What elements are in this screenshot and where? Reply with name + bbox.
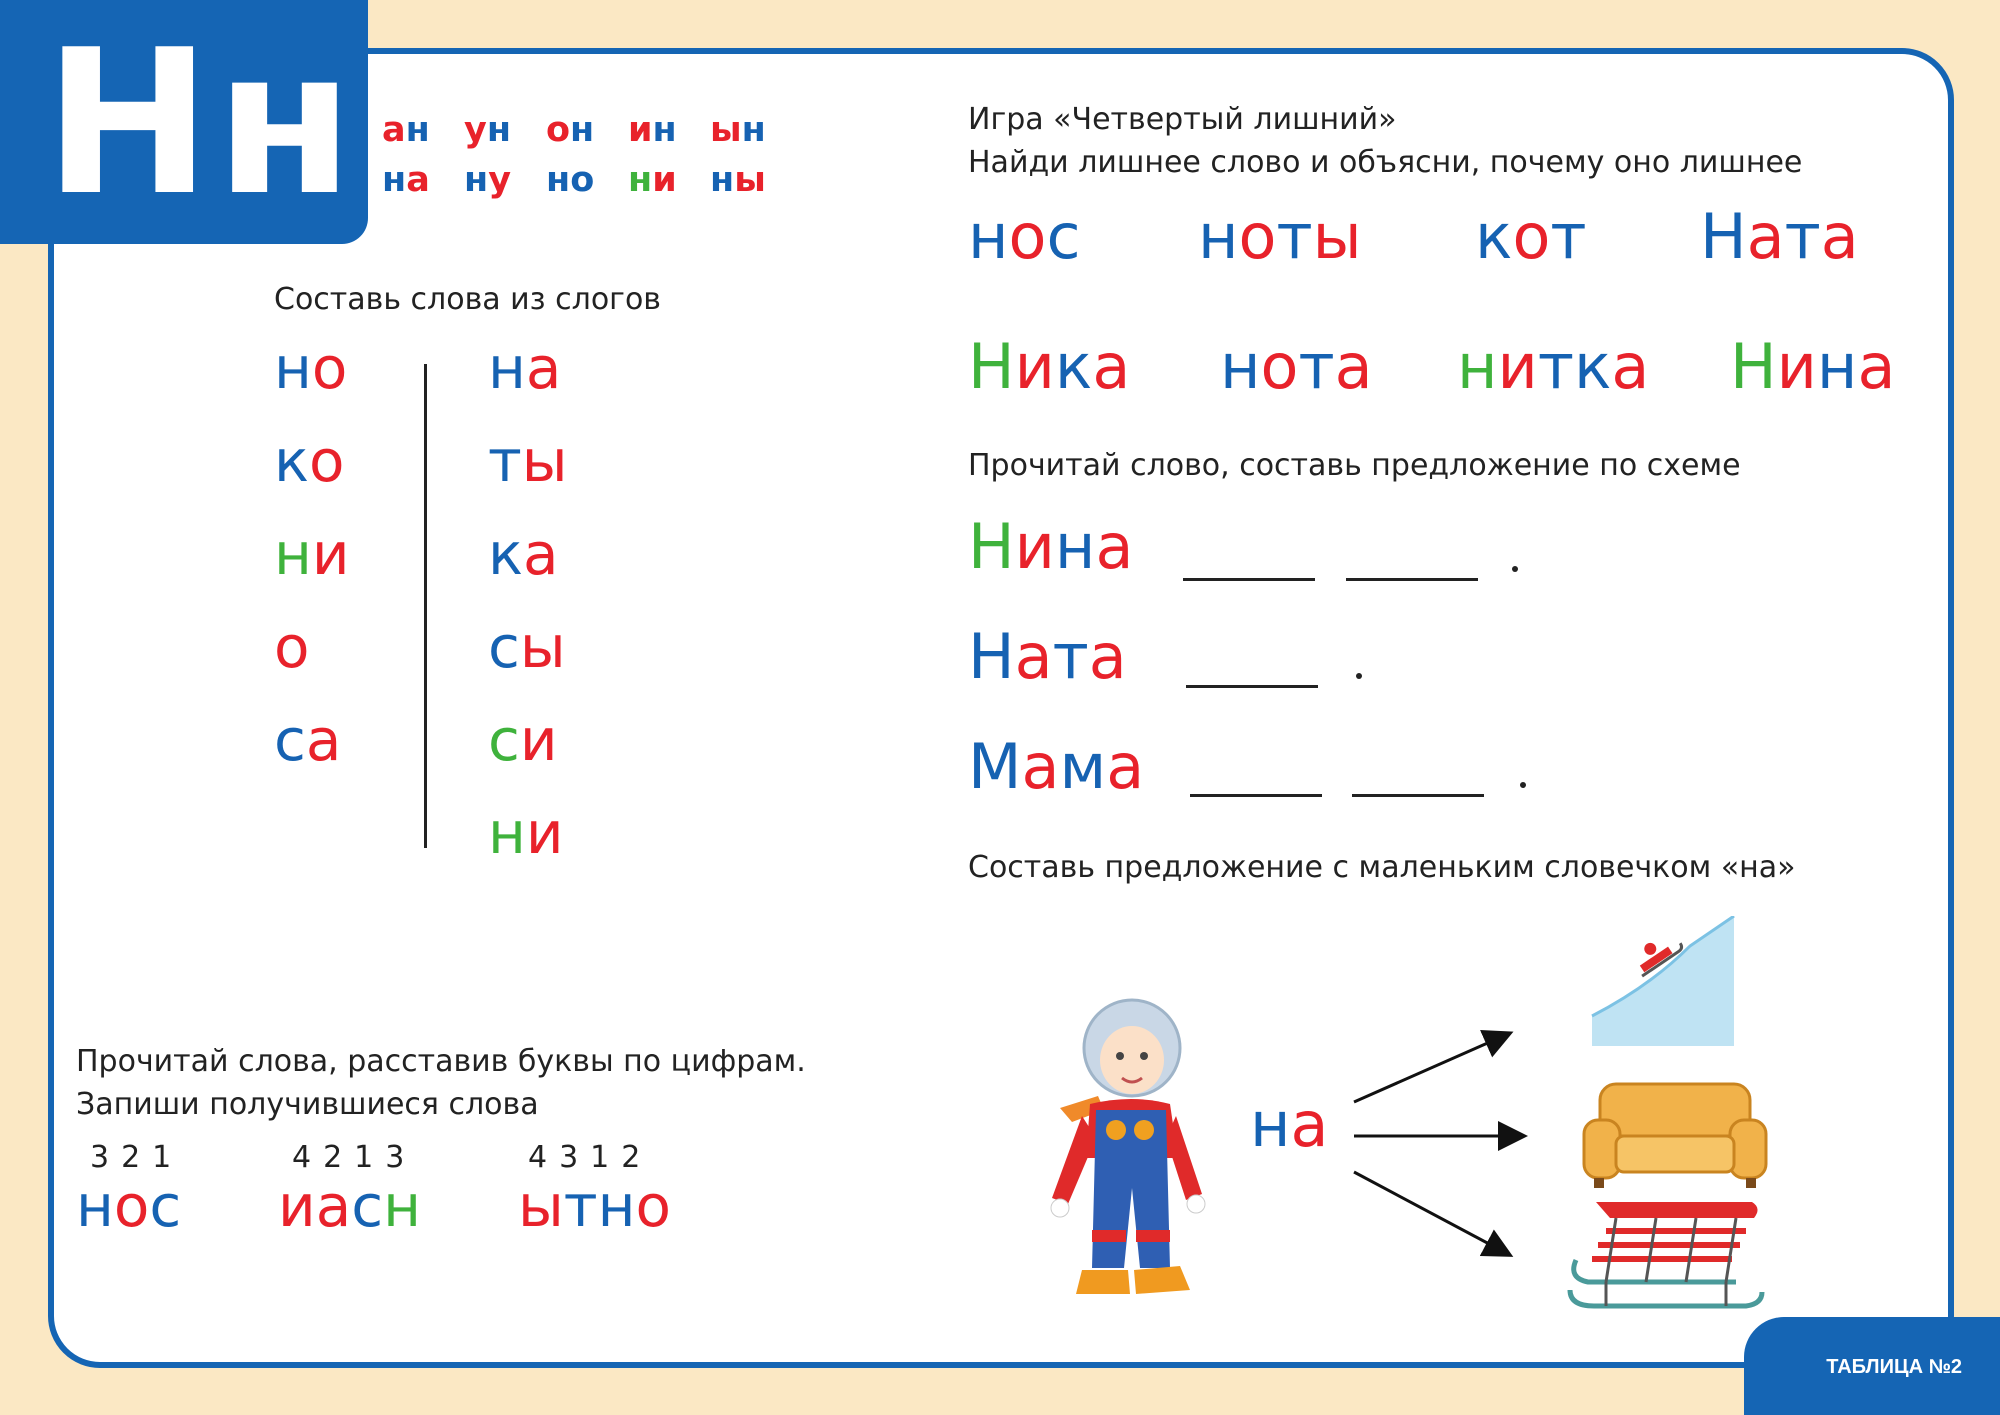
letter: а [1092, 330, 1131, 403]
game-title: Игра «Четвертый лишний» [968, 102, 1397, 137]
letter: и [311, 520, 350, 588]
letter: н [741, 110, 766, 150]
scramble-title-2: Запиши получившиеся слова [76, 1087, 539, 1122]
syllable-item [488, 613, 568, 710]
letter-header [0, 0, 368, 244]
game-word [1700, 200, 1859, 273]
syllable [710, 160, 792, 200]
letter: т [1298, 330, 1335, 403]
column-divider [424, 364, 427, 848]
letter: н [570, 110, 595, 150]
letter: н [488, 334, 526, 402]
letter: т [488, 427, 522, 495]
letter: н [76, 1172, 114, 1240]
scheme-blank [1352, 794, 1484, 797]
letter: т [1784, 200, 1821, 273]
letter: и [652, 160, 677, 200]
letter: а [1106, 730, 1145, 803]
letter: и [278, 1172, 316, 1240]
scramble-word [76, 1172, 181, 1240]
table-number-tab [1744, 1317, 2000, 1415]
big-letter: Нн [44, 7, 358, 240]
scheme-period [1512, 566, 1518, 572]
letter: ы [734, 160, 766, 200]
syllable [628, 160, 710, 200]
letter: а [305, 706, 342, 774]
letter: и [1014, 330, 1055, 403]
letter: Н [1730, 330, 1777, 403]
letter: а [1021, 730, 1060, 803]
game-word [1730, 330, 1895, 403]
letter: Н [968, 620, 1015, 693]
syllable-item [488, 334, 568, 431]
scheme-blank [1190, 794, 1322, 797]
scramble-digits: 4213 [292, 1140, 417, 1175]
letter: о [546, 110, 571, 150]
sled-illustration [1566, 1198, 1766, 1310]
letter: н [274, 334, 312, 402]
syllables-row-1 [382, 110, 792, 150]
letter: Н [1700, 200, 1747, 273]
letter: и [525, 799, 564, 867]
letter: а [1334, 330, 1373, 403]
scramble-title-1: Прочитай слова, расставив буквы по цифрам. [76, 1044, 806, 1079]
letter: н [1054, 510, 1096, 583]
game-subtitle: Найди лишнее слово и объясни, почему оно лишнее [968, 145, 1803, 180]
letter: н [1220, 330, 1261, 403]
letter: с [1046, 200, 1081, 273]
letter: у [464, 110, 487, 150]
game-word [1198, 200, 1362, 273]
child-illustration [1020, 998, 1240, 1310]
letter: н [1816, 330, 1858, 403]
letter: н [1198, 200, 1239, 273]
scramble-word [278, 1172, 421, 1240]
compose-left-column [274, 334, 350, 803]
letter: а [1746, 200, 1785, 273]
syllable [546, 160, 628, 200]
letter: ы [521, 427, 568, 495]
syllable [382, 160, 464, 200]
letter: н [597, 1172, 636, 1240]
letter: а [523, 520, 559, 588]
letter: и [1776, 330, 1817, 403]
letter: н [710, 160, 735, 200]
letter: о [311, 334, 348, 402]
letter: н [1457, 330, 1498, 403]
letter: у [488, 160, 512, 200]
letter: н [405, 110, 430, 150]
letter: о [635, 1172, 672, 1240]
letter: к [1573, 330, 1612, 403]
letter: о [1512, 200, 1551, 273]
scheme-word [968, 620, 1127, 693]
letter: ы [518, 1172, 564, 1240]
letter: о [1238, 200, 1277, 273]
letter: о [274, 613, 310, 681]
letter: а [1290, 1088, 1329, 1161]
na-section-title: Составь предложение с маленьким словечком «на» [968, 850, 1796, 885]
syllable [464, 110, 546, 150]
letter: а [1820, 200, 1859, 273]
syllable [710, 110, 792, 150]
letter: т [1276, 200, 1313, 273]
letter: н [968, 200, 1009, 273]
letter: н [628, 160, 653, 200]
scheme-title: Прочитай слово, составь предложение по схеме [968, 448, 1741, 483]
letter: а [525, 334, 562, 402]
scheme-period [1520, 782, 1526, 788]
syllable-item [274, 520, 350, 617]
syllable-item [274, 706, 350, 803]
letter: с [274, 706, 306, 774]
letter: н [383, 1172, 422, 1240]
letter: н [546, 160, 571, 200]
game-word [1457, 330, 1649, 403]
scheme-word [968, 510, 1133, 583]
syllable [628, 110, 710, 150]
letter: ы [1312, 200, 1362, 273]
snowy-hill-illustration [1590, 916, 1740, 1048]
syllable [382, 110, 464, 150]
table-number-label: ТАБЛИЦА №2 [1826, 1356, 1962, 1378]
letter: М [968, 730, 1022, 803]
letter: о [1260, 330, 1299, 403]
letter: и [519, 706, 558, 774]
letter: а [1014, 620, 1053, 693]
letter: и [1014, 510, 1055, 583]
letter: а [406, 160, 430, 200]
scheme-blank [1346, 578, 1478, 581]
syllable-item [488, 706, 568, 803]
game-word [1220, 330, 1373, 403]
letter: а [1095, 510, 1134, 583]
letter: а [315, 1172, 352, 1240]
scramble-digits: 4312 [528, 1140, 653, 1175]
letter: с [488, 613, 520, 681]
letter: т [1052, 620, 1089, 693]
letter: о [309, 427, 345, 495]
game-word [968, 200, 1081, 273]
letter: а [1611, 330, 1650, 403]
syllables-row-2 [382, 160, 792, 200]
scheme-blank [1183, 578, 1315, 581]
scheme-word [968, 730, 1144, 803]
letter: и [628, 110, 653, 150]
game-word [968, 330, 1130, 403]
compose-right-column [488, 334, 568, 896]
letter: т [1537, 330, 1574, 403]
scramble-word [518, 1172, 671, 1240]
letter: н [488, 799, 526, 867]
letter: н [464, 160, 489, 200]
scheme-blank [1186, 685, 1318, 688]
letter: и [1497, 330, 1538, 403]
letter: о [570, 160, 595, 200]
letter: н [274, 520, 312, 588]
letter: к [1475, 200, 1513, 273]
letter: н [486, 110, 512, 150]
letter: с [488, 706, 520, 774]
syllable-item [488, 799, 568, 896]
letter: о [113, 1172, 150, 1240]
scheme-period [1356, 673, 1362, 679]
letter: а [1088, 620, 1127, 693]
syllable [546, 110, 628, 150]
letter: м [1059, 730, 1107, 803]
letter: к [1054, 330, 1093, 403]
letter: к [274, 427, 310, 495]
syllable-item [488, 520, 568, 617]
letter: а [382, 110, 406, 150]
letter: с [149, 1172, 182, 1240]
syllable-item [488, 427, 568, 524]
scramble-digits: 321 [90, 1140, 184, 1175]
arrows [1340, 1020, 1540, 1280]
syllable-item [274, 334, 350, 431]
letter: с [351, 1172, 384, 1240]
game-word [1475, 200, 1587, 273]
letter: к [488, 520, 524, 588]
letter: ы [519, 613, 566, 681]
letter: н [1250, 1088, 1291, 1161]
letter: Н [968, 330, 1015, 403]
letter: т [1550, 200, 1587, 273]
letter: т [563, 1172, 598, 1240]
letter: о [1008, 200, 1047, 273]
na-word [1250, 1088, 1329, 1161]
syllable-item [274, 427, 350, 524]
sofa-illustration [1580, 1080, 1770, 1192]
syllable [464, 160, 546, 200]
compose-title: Составь слова из слогов [274, 282, 661, 317]
letter: н [382, 160, 407, 200]
syllable-item [274, 613, 350, 710]
letter: н [652, 110, 677, 150]
letter: Н [968, 510, 1015, 583]
letter: а [1857, 330, 1896, 403]
letter: ы [710, 110, 742, 150]
